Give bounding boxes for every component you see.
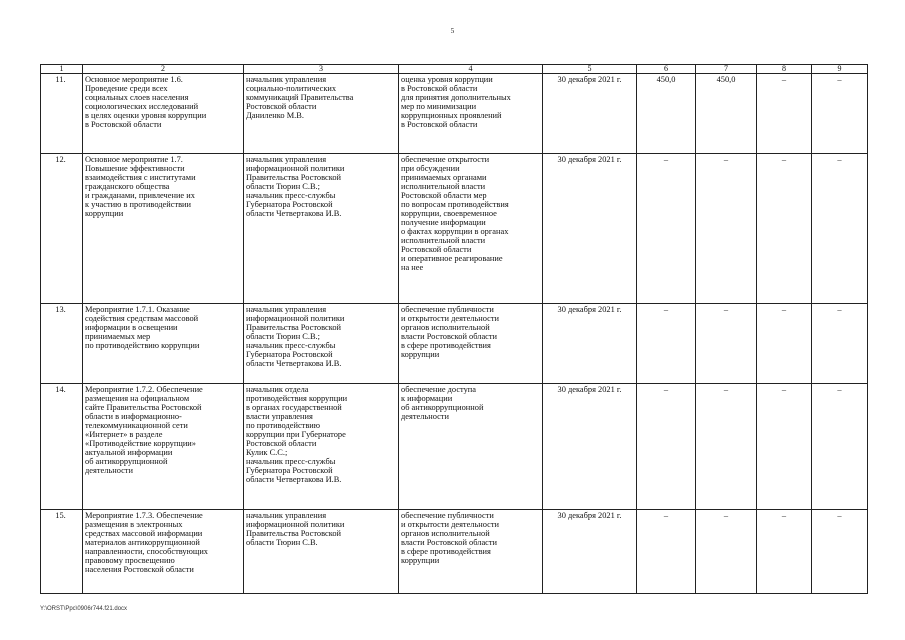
event-cell: Основное мероприятие 1.7. Повышение эффективности взаимодействия с институтами гражданского общества и гражданами, привлечение их к участию в противодействии коррупции: [83, 154, 244, 304]
result-cell: оценка уровня коррупции в Ростовской области для принятия дополнительных мер по минимизации коррупционных проявлений в Ростовской области: [399, 74, 543, 154]
value-cell: –: [812, 154, 868, 304]
responsible-cell: начальник управления социально-политических коммуникаций Правительства Ростовской области Даниленко М.В.: [244, 74, 399, 154]
column-number: 1: [41, 65, 83, 74]
row-number: 12.: [41, 154, 83, 304]
action-plan-table: [40, 64, 868, 594]
value-cell: –: [696, 304, 757, 384]
result-cell: обеспечение публичности и открытости деятельности органов исполнительной власти Ростовской области в сфере противодействия коррупции: [399, 510, 543, 594]
value-cell: –: [637, 510, 696, 594]
responsible-cell: начальник отдела противодействия коррупции в органах государственной власти управления по противодействию коррупции при Губернаторе Ростовской области Кулик С.С.; начальник пресс-службы Губернатора Ростовской области Четвертакова И.В.: [244, 384, 399, 510]
deadline-cell: 30 декабря 2021 г.: [543, 384, 637, 510]
value-cell: –: [637, 384, 696, 510]
column-number: 8: [757, 65, 812, 74]
table-row: [41, 154, 868, 304]
row-number: 14.: [41, 384, 83, 510]
value-cell: –: [812, 510, 868, 594]
value-cell: –: [637, 154, 696, 304]
table-row: [41, 510, 868, 594]
value-cell: –: [696, 510, 757, 594]
event-cell: Основное мероприятие 1.6. Проведение среди всех социальных слоев населения социологических исследований в целях оценки уровня коррупции в Ростовской области: [83, 74, 244, 154]
column-number: 6: [637, 65, 696, 74]
value-cell: 450,0: [637, 74, 696, 154]
column-number: 5: [543, 65, 637, 74]
value-cell: –: [757, 154, 812, 304]
row-number: 13.: [41, 304, 83, 384]
row-number: 15.: [41, 510, 83, 594]
value-cell: –: [757, 74, 812, 154]
document-file-path: Y:\ORST\Ppc\0906r744.f21.docx: [40, 606, 128, 612]
page-number: 5: [450, 27, 455, 35]
value-cell: –: [812, 384, 868, 510]
value-cell: –: [696, 384, 757, 510]
deadline-cell: 30 декабря 2021 г.: [543, 154, 637, 304]
column-number: 4: [399, 65, 543, 74]
table-row: [41, 304, 868, 384]
event-cell: Мероприятие 1.7.2. Обеспечение размещения на официальном сайте Правительства Ростовской области в информационно- телекоммуникационной сети «Интернет» в разделе «Противодействие коррупции» актуальной информации об антикоррупционной деятельности: [83, 384, 244, 510]
value-cell: –: [757, 304, 812, 384]
value-cell: –: [757, 384, 812, 510]
event-cell: Мероприятие 1.7.3. Обеспечение размещения в электронных средствах массовой информации материалов антикоррупционной направленности, способствующих правовому просвещению населения Ростовской области: [83, 510, 244, 594]
result-cell: обеспечение публичности и открытости деятельности органов исполнительной власти Ростовской области в сфере противодействия коррупции: [399, 304, 543, 384]
column-number-row: [41, 65, 868, 74]
result-cell: обеспечение доступа к информации об антикоррупционной деятельности: [399, 384, 543, 510]
responsible-cell: начальник управления информационной политики Правительства Ростовской области Тюрин С.В.; начальник пресс-службы Губернатора Ростовской области Четвертакова И.В.: [244, 304, 399, 384]
deadline-cell: 30 декабря 2021 г.: [543, 510, 637, 594]
deadline-cell: 30 декабря 2021 г.: [543, 304, 637, 384]
column-number: 3: [244, 65, 399, 74]
value-cell: –: [812, 304, 868, 384]
responsible-cell: начальник управления информационной политики Правительства Ростовской области Тюрин С.В.: [244, 510, 399, 594]
deadline-cell: 30 декабря 2021 г.: [543, 74, 637, 154]
result-cell: обеспечение открытости при обсуждении принимаемых органами исполнительной власти Ростовской области мер по вопросам противодействия коррупции, своевременное получение информации о фактах коррупции в органах исполнительной власти Ростовской области и оперативное реагирование на нее: [399, 154, 543, 304]
value-cell: –: [757, 510, 812, 594]
column-number: 7: [696, 65, 757, 74]
table-row: [41, 74, 868, 154]
value-cell: –: [637, 304, 696, 384]
responsible-cell: начальник управления информационной политики Правительства Ростовской области Тюрин С.В.; начальник пресс-службы Губернатора Ростовской области Четвертакова И.В.: [244, 154, 399, 304]
value-cell: –: [812, 74, 868, 154]
column-number: 9: [812, 65, 868, 74]
value-cell: 450,0: [696, 74, 757, 154]
table-row: [41, 384, 868, 510]
event-cell: Мероприятие 1.7.1. Оказание содействия средствам массовой информации в освещении принимаемых мер по противодействию коррупции: [83, 304, 244, 384]
column-number: 2: [83, 65, 244, 74]
value-cell: –: [696, 154, 757, 304]
row-number: 11.: [41, 74, 83, 154]
